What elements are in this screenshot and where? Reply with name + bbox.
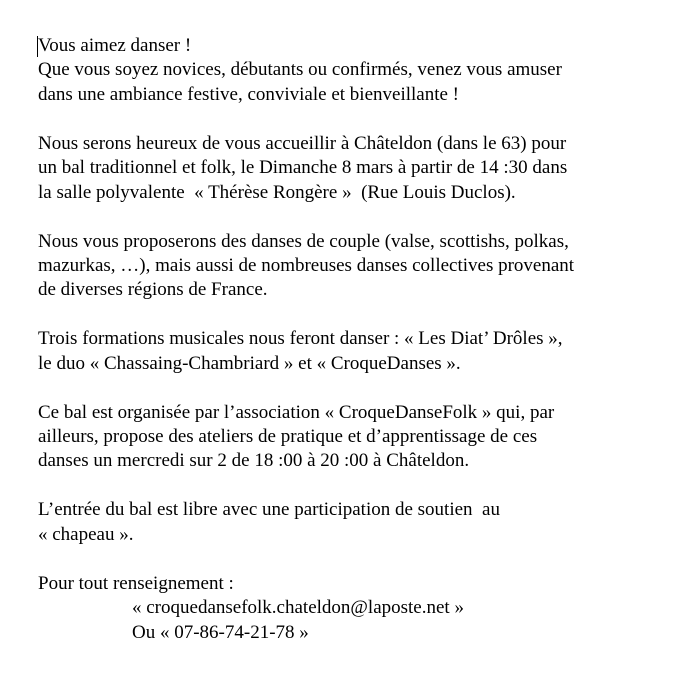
text-line: Vous aimez danser !	[38, 35, 192, 56]
text-line: Nous serons heureux de vous accueillir à Châteldon (dans le 63) pour	[38, 132, 567, 154]
contact-heading: Pour tout renseignement :	[38, 572, 234, 594]
text-line: danses un mercredi sur 2 de 18 :00 à 20 :00 à Châteldon.	[38, 450, 470, 472]
text-line: Nous vous proposerons des danses de couple (valse, scottishs, polkas,	[38, 230, 569, 252]
paragraph-bands	[38, 327, 574, 376]
text-line: ailleurs, propose des ateliers de pratique et d’apprentissage de ces	[38, 426, 538, 447]
text-line: « chapeau ».	[38, 523, 134, 545]
text-line: la salle polyvalente « Thérèse Rongère » (Rue Louis Duclos).	[38, 181, 516, 203]
text-line: de diverses régions de France.	[38, 279, 268, 301]
text-line: dans une ambiance festive, conviviale et bienveillante !	[38, 83, 459, 105]
text-line: L’entrée du bal est libre avec une participation de soutien au	[38, 499, 500, 521]
text-line: le duo « Chassaing-Chambriard » et « CroqueDanses ».	[38, 352, 461, 374]
contact-email: « croquedansefolk.chateldon@laposte.net »	[132, 597, 464, 619]
contact-section	[38, 572, 574, 645]
text-line: Ce bal est organisée par l’association « CroqueDanseFolk » qui, par	[38, 401, 555, 423]
paragraph-entry	[38, 498, 574, 547]
paragraph-association	[38, 401, 574, 474]
text-line: Que vous soyez novices, débutants ou confirmés, venez vous amuser	[38, 59, 562, 81]
contact-phone: Ou « 07-86-74-21-78 »	[132, 621, 309, 643]
paragraph-event	[38, 132, 574, 205]
text-line: Trois formations musicales nous feront danser : « Les Diat’ Drôles »,	[38, 328, 563, 350]
text-cursor	[37, 36, 38, 57]
text-line: mazurkas, …), mais aussi de nombreuses danses collectives provenant	[38, 254, 575, 276]
paragraph-dances	[38, 230, 574, 303]
document-body[interactable]	[38, 34, 574, 645]
text-line: un bal traditionnel et folk, le Dimanche 8 mars à partir de 14 :30 dans	[38, 157, 568, 179]
paragraph-intro	[38, 34, 574, 107]
